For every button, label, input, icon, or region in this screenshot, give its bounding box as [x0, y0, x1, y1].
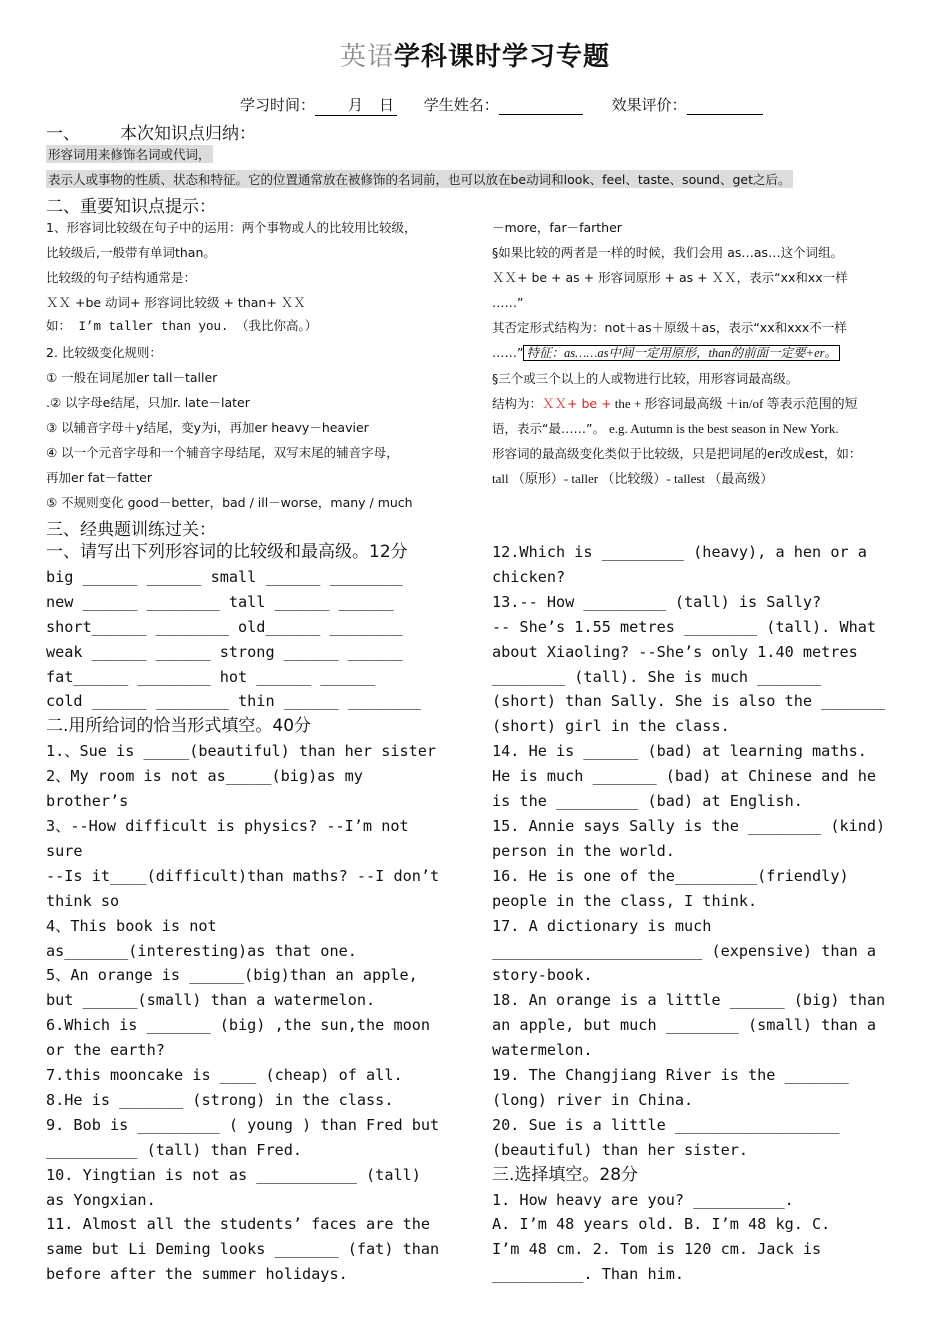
exercise-line: 19. The Changjiang River is the _______ [492, 1066, 849, 1085]
section-2-heading: 二、重要知识点提示： [46, 197, 216, 217]
study-time-label: 学习时间： [240, 96, 316, 114]
exercise-line: 5、An orange is ______(big)than an apple, [46, 966, 418, 985]
exercise-part-heading: 二.用所给词的恰当形式填空。40分 [46, 716, 312, 737]
summary-line-1: 形容词用来修饰名词或代词， [48, 147, 211, 162]
student-name-label: 学生姓名： [423, 96, 499, 114]
exercise-line: 20. Sue is a little __________________ [492, 1115, 840, 1134]
exercise-line: cold ______ ________ thin ______ ________ [46, 692, 421, 711]
exercise-line: 14. He is ______ (bad) at learning maths. [492, 742, 867, 761]
exercise-line: think so [46, 891, 120, 910]
tip-line: 形容词的最高级变化类似于比较级，只是把词尾的er改成est，如： [492, 446, 862, 461]
tip-line: 再加er fat－fatter [46, 470, 152, 485]
exercise-line: 1.、Sue is _____(beautiful) than her sister [46, 742, 437, 761]
exercise-line: ________ (tall). She is much _______ [492, 667, 822, 686]
red-structure-text: ＸＸ+ be + [542, 396, 612, 411]
tip-line: ……” [492, 295, 524, 310]
section-3-heading: 三、经典题训练过关： [46, 520, 216, 540]
summary-line-2: 表示人或事物的性质、状态和特征。它的位置通常放在被修饰的名词前，也可以放在be动词和look、feel、taste、sound、get之后。 [48, 172, 791, 187]
tip-line: 比较级的句子结构通常是： [46, 270, 197, 285]
exercise-line: new ______ ________ tall ______ ______ [46, 592, 394, 611]
exercise-line: story-book. [492, 966, 593, 985]
student-name-field[interactable] [499, 96, 583, 115]
tip-line: ③ 以辅音字母＋y结尾，变y为i，再加er heavy－heavier [46, 420, 369, 435]
exercises-right-column [492, 540, 932, 1287]
exercise-line: but ______(small) than a watermelon. [46, 991, 376, 1010]
tip-line: ＸＸ+ be + as + 形容词原形 + as + ＸＸ，表示“xx和xx一样 [492, 270, 848, 285]
exercise-line: _______________________ (expensive) than a [492, 941, 877, 960]
exercise-line: 12.Which is _________ (heavy), a hen or a [492, 543, 867, 561]
exercise-line: 2、My room is not as_____(big)as my [46, 767, 363, 786]
tip-line: §如果比较的两者是一样的时候，我们会用 as…as…这个词组。 [492, 245, 844, 260]
exercise-line: big ______ ______ small ______ ________ [46, 567, 403, 586]
exercise-line: I’m 48 cm. 2. Tom is 120 cm. Jack is [492, 1240, 822, 1259]
exercise-line: fat______ ________ hot ______ ______ [46, 667, 376, 686]
tip-line: 结构为：ＸＸ+ be + the + 形容词最高级 ＋in/of 等表示范围的短 [492, 396, 858, 411]
exercise-line: people in the class, I think. [492, 891, 758, 910]
tip-line: §三个或三个以上的人或物进行比较，用形容词最高级。 [492, 371, 799, 386]
exercise-line: is the _________ (bad) at English. [492, 792, 803, 811]
exercise-line: brother’s [46, 792, 129, 811]
exercise-line: 6.Which is _______ (big) ,the sun,the moon [46, 1016, 431, 1035]
feature-note-box: 特征：as……as中间一定用原形，than的前面一定要+er。 [523, 345, 840, 361]
exercise-line: short______ ________ old______ ________ [46, 617, 403, 636]
exercise-line: 10. Yingtian is not as ___________ (tall) [46, 1165, 421, 1184]
exercise-line: person in the world. [492, 841, 675, 860]
exercises-left-column [46, 540, 476, 1287]
exercise-line: 1. How heavy are you? __________. [492, 1190, 794, 1209]
tip-line: ④ 以一个元音字母和一个辅音字母结尾，双写末尾的辅音字母， [46, 445, 399, 460]
exercise-line: as_______(interesting)as that one. [46, 941, 357, 960]
exercise-line: weak ______ ______ strong ______ ______ [46, 642, 403, 661]
exercise-line: -- She’s 1.55 metres ________ (tall). What [492, 617, 877, 636]
exercise-line: 16. He is one of the_________(friendly) [492, 866, 849, 885]
tips-right-column [492, 215, 932, 491]
tip-line: 如： I’m taller than you. （我比你高。） [46, 320, 318, 334]
exercise-line: 15. Annie says Sally is the ________ (kind) [492, 816, 886, 835]
exercise-line: __________ (tall) than Fred. [46, 1140, 303, 1159]
tip-line: ＸＸ +be 动词+ 形容词比较级 + than+ ＸＸ [46, 295, 306, 310]
exercise-line: an apple, but much ________ (small) than a [492, 1016, 877, 1035]
header-fields [240, 94, 763, 116]
exercise-line: sure [46, 841, 83, 860]
exercise-line: 4、This book is not [46, 916, 217, 935]
study-date-field[interactable]: 月 日 [315, 94, 397, 116]
exercise-line: 3、--How difficult is physics? --I’m not [46, 816, 409, 835]
tip-line: ① 一般在词尾加er tall－taller [46, 370, 218, 385]
exercise-line: He is much _______ (bad) at Chinese and he [492, 767, 877, 786]
exercise-line: --Is it____(difficult)than maths? --I don’t [46, 866, 440, 885]
exercise-line: 18. An orange is a little ______ (big) than [492, 991, 886, 1010]
exercise-line: (short) girl in the class. [492, 717, 730, 736]
tip-line: 其否定形式结构为：not＋as＋原级＋as，表示“xx和xxx不一样 [492, 320, 847, 335]
exercise-line: (short) than Sally. She is also the _______ [492, 692, 886, 711]
exercise-line: watermelon. [492, 1041, 593, 1060]
page-title [0, 36, 950, 73]
tip-line: ⑤ 不规则变化 good－better，bad / ill－worse，many / much [46, 495, 413, 510]
exercise-part-heading: 一、请写出下列形容词的比较级和最高级。12分 [46, 542, 408, 562]
tip-line: 1、形容词比较级在句子中的运用：两个事物或人的比较用比较级， [46, 220, 417, 235]
exercise-line: 11. Almost all the students’ faces are the [46, 1215, 431, 1234]
tip-line: 2. 比较级变化规则： [46, 345, 162, 360]
exercise-part-heading: 三.选择填空。28分 [492, 1164, 639, 1185]
tip-line: ……” 特征：as……as中间一定用原形，than的前面一定要+er。 [492, 340, 932, 366]
exercise-line: or the earth? [46, 1041, 165, 1060]
exercise-line: chicken? [492, 567, 566, 586]
exercise-line: 17. A dictionary is much [492, 916, 712, 935]
tip-line: 语，表示“最……”。 e.g. Autumn is the best season in New York. [492, 421, 839, 436]
title-subject: 英语 [339, 42, 394, 72]
exercise-line: about Xiaoling? --She’s only 1.40 metres [492, 642, 858, 661]
exercise-line: 13.-- How _________ (tall) is Sally? [492, 592, 822, 611]
exercise-line: (long) river in China. [492, 1090, 694, 1109]
exercise-line: 9. Bob is _________ ( young ) than Fred but [46, 1115, 440, 1134]
title-rest: 学科课时学习专题 [394, 42, 611, 72]
tips-left-column [46, 215, 476, 515]
tip-line: －more，far－farther [492, 220, 622, 235]
evaluation-label: 效果评价： [611, 96, 687, 114]
tip-line: 比较级后,一般带有单词than。 [46, 245, 216, 260]
exercise-line: 8.He is _______ (strong) in the class. [46, 1090, 394, 1109]
exercise-line: before after the summer holidays. [46, 1265, 348, 1284]
evaluation-field[interactable] [687, 96, 763, 115]
tip-line: tall （原形）- taller （比较级）- tallest （最高级） [492, 471, 774, 486]
exercise-line: same but Li Deming looks _______ (fat) than [46, 1240, 440, 1259]
exercise-line: 7.this mooncake is ____ (cheap) of all. [46, 1066, 403, 1085]
section-1-heading: 一、 本次知识点归纳： [46, 124, 256, 144]
tip-line: .② 以字母e结尾，只加r. late－later [46, 395, 250, 410]
exercise-line: A. I’m 48 years old. B. I’m 48 kg. C. [492, 1215, 831, 1234]
exercise-line: as Yongxian. [46, 1190, 156, 1209]
exercise-line: __________. Than him. [492, 1265, 685, 1284]
exercise-line: (beautiful) than her sister. [492, 1140, 749, 1159]
